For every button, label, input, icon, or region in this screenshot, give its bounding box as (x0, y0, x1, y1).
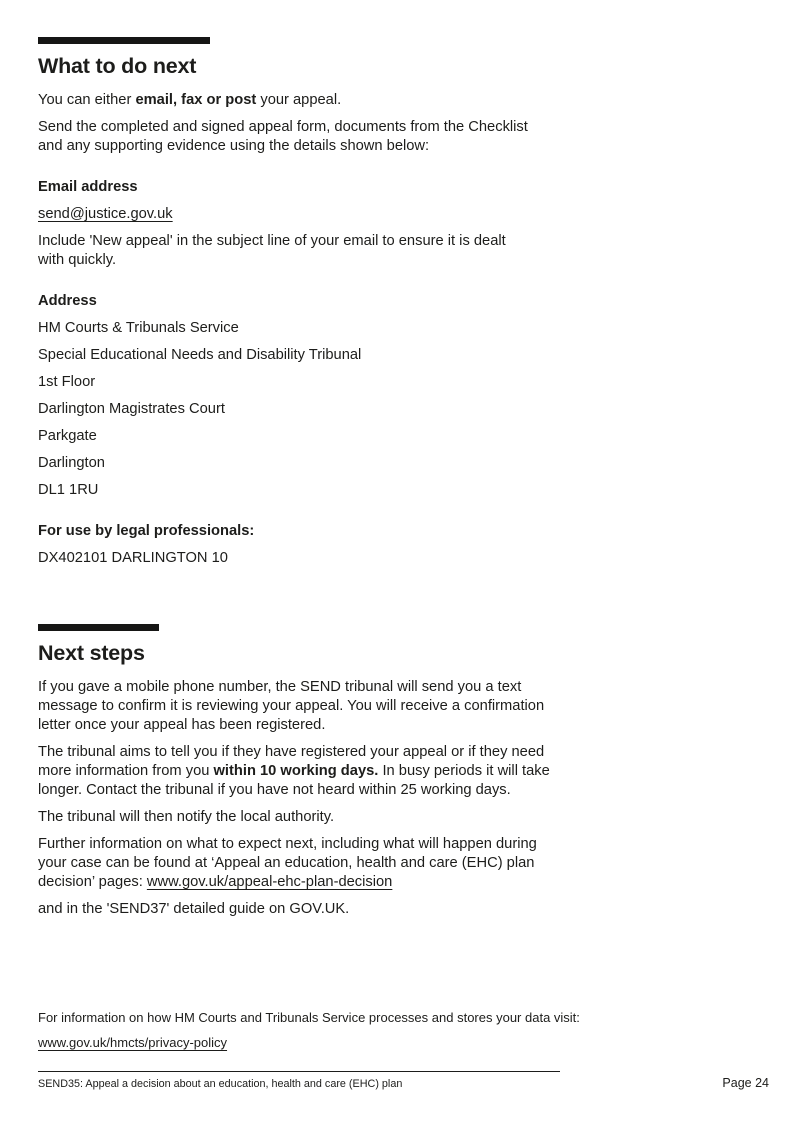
address-line (38, 373, 568, 392)
address-line (38, 400, 568, 419)
privacy-policy-link[interactable]: www.gov.uk/hmcts/privacy-policy (38, 1035, 228, 1050)
form-id-caption: SEND35: Appeal a decision about an education, health and care (EHC) plan (38, 1078, 403, 1090)
text-run: letter once your appeal has been registered. (38, 717, 326, 733)
registration-time-paragraph (38, 743, 568, 800)
text-run: and any supporting evidence using the details shown below: (38, 138, 430, 154)
address-line (38, 481, 568, 500)
address-line (38, 427, 568, 446)
notify-authority-paragraph (38, 808, 568, 827)
send-methods-paragraph (38, 91, 568, 110)
send37-guide-paragraph (38, 900, 568, 919)
text-run: your appeal. (256, 92, 342, 108)
text-run: Parkgate (38, 428, 97, 444)
data-privacy-note (38, 1009, 580, 1059)
text-run: 1st Floor (38, 374, 96, 390)
text-run: message to confirm it is reviewing your appeal. You will receive a confirmation (38, 698, 545, 714)
text-run: If you gave a mobile phone number, the SEND tribunal will send you a text (38, 679, 522, 695)
further-information-paragraph (38, 835, 568, 892)
section-next-steps (38, 624, 568, 919)
text-run: Email address (38, 179, 138, 195)
text-run: Special Educational Needs and Disability Tribunal (38, 347, 362, 363)
email-link-paragraph (38, 205, 568, 224)
text-run: The tribunal will then notify the local authority. (38, 809, 335, 825)
text-run: email, fax or post (135, 92, 257, 108)
text-run: within 10 working days. (213, 763, 379, 779)
document-body (38, 37, 568, 927)
text-run: For use by legal professionals: (38, 523, 255, 539)
text-run: Further information on what to expect next, including what will happen during (38, 836, 537, 852)
legal-professionals-label (38, 522, 568, 541)
email-address-label (38, 178, 568, 197)
text-run: DX402101 DARLINGTON 10 (38, 550, 228, 566)
text-run: Include 'New appeal' in the subject line of your email to ensure it is dealt (38, 233, 506, 249)
appeal-decision-link[interactable]: www.gov.uk/appeal-ehc-plan-decision (146, 874, 393, 890)
text-run: Darlington (38, 455, 105, 471)
text-run: and in the 'SEND37' detailed guide on GOV.UK. (38, 901, 350, 917)
text-run: The tribunal aims to tell you if they have registered your appeal or if they need (38, 744, 545, 760)
section-what-to-do-next (38, 37, 568, 568)
postal-address-label (38, 292, 568, 311)
text-run: more information from you (38, 763, 214, 779)
section-heading-next-steps: Next steps (38, 624, 159, 665)
section-heading-what-to-do-next: What to do next (38, 37, 210, 78)
text-run: with quickly. (38, 252, 117, 268)
text-run: DL1 1RU (38, 482, 99, 498)
address-line (38, 346, 568, 365)
text-run: In busy periods it will take (378, 763, 550, 779)
page-number: Page 24 (722, 1076, 769, 1090)
text-run: Address (38, 293, 97, 309)
text-message-paragraph (38, 678, 568, 735)
privacy-link-line (38, 1034, 580, 1052)
text-run: decision’ pages: (38, 874, 147, 890)
address-line (38, 454, 568, 473)
footer-divider (38, 1071, 560, 1072)
send-instructions-paragraph (38, 118, 568, 156)
text-run: your case can be found at ‘Appeal an education, health and care (EHC) plan (38, 855, 535, 871)
dx-address-line (38, 549, 568, 568)
text-run: Send the completed and signed appeal form, documents from the Checklist (38, 119, 528, 135)
text-run: You can either (38, 92, 136, 108)
address-line (38, 319, 568, 338)
subject-line-paragraph (38, 232, 568, 270)
text-run: longer. Contact the tribunal if you have not heard within 25 working days. (38, 782, 511, 798)
text-run: HM Courts & Tribunals Service (38, 320, 239, 336)
email-link[interactable]: send@justice.gov.uk (38, 206, 173, 222)
text-run: Darlington Magistrates Court (38, 401, 225, 417)
privacy-note-text: For information on how HM Courts and Tribunals Service processes and stores your data visit: (38, 1010, 580, 1025)
